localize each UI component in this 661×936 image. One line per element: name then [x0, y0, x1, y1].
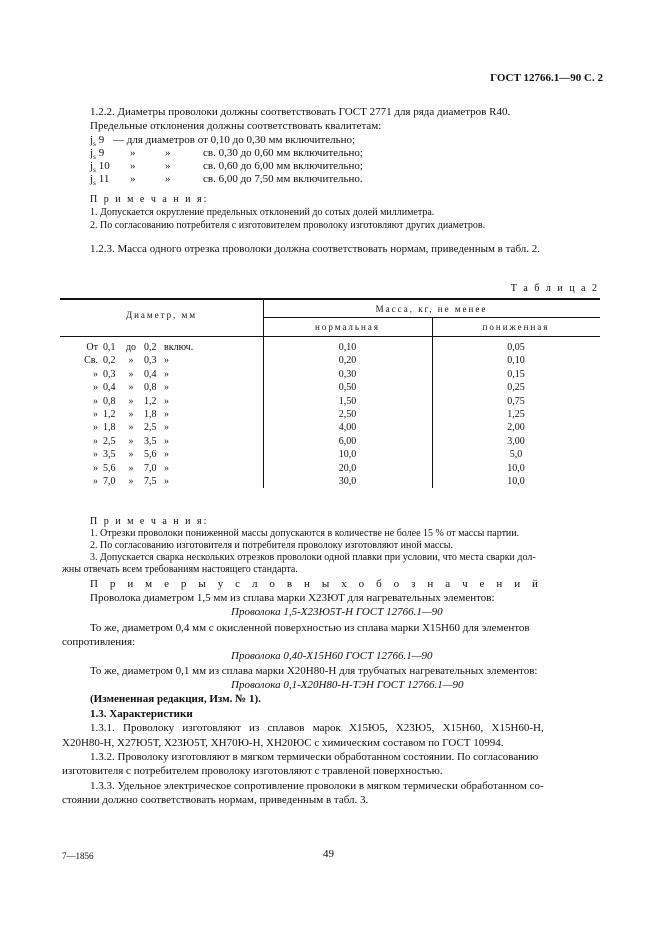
- example-2-line1: То же, диаметром 0,4 мм с окисленной поверхностью из сплава марки Х15Н60 для элементов: [90, 622, 530, 634]
- revision-note: (Измененная редакция, Изм. № 1).: [90, 693, 261, 705]
- diameter-to: 1,2: [144, 395, 157, 407]
- tolerance-grade-sub: s: [93, 140, 96, 149]
- tolerance-grade-letter: j: [90, 134, 94, 146]
- table-row: [60, 421, 600, 434]
- table-row: [60, 368, 600, 381]
- diameter-suffix: »: [164, 462, 169, 474]
- diameter-from: 0,1: [103, 342, 116, 353]
- diameter-from: 0,3: [103, 368, 116, 380]
- diameter-sep: »: [128, 368, 134, 380]
- diameter-prefix: От: [86, 342, 98, 353]
- mass-reduced: 1,25: [507, 409, 525, 420]
- tolerance-grade-number: 9: [98, 134, 105, 146]
- table-row: [60, 395, 600, 408]
- tolerance-grade-letter: j: [90, 147, 94, 159]
- diameter-to: 7,0: [144, 462, 157, 474]
- tolerance-ditto-1: »: [130, 147, 136, 159]
- table-row: [60, 475, 600, 488]
- diameter-sep: »: [128, 435, 134, 447]
- diameter-suffix: »: [164, 422, 169, 434]
- diameter-to: 0,8: [144, 382, 157, 394]
- mass-reduced: 0,75: [507, 395, 525, 407]
- diameter-to: 1,8: [144, 409, 157, 420]
- mass-normal: 0,10: [338, 342, 357, 353]
- section-1-3-heading: 1.3. Характеристики: [90, 708, 193, 720]
- diameter-suffix: »: [164, 449, 169, 461]
- page-header: ГОСТ 12766.1—90 С. 2: [490, 72, 603, 84]
- diameter-sep: »: [128, 382, 134, 394]
- tolerance-grade: [90, 173, 109, 190]
- tolerance-grade-letter: j: [90, 173, 94, 185]
- diameter-from: 1,2: [103, 409, 116, 420]
- mass-normal: 20,0: [338, 462, 357, 474]
- diameter-from: 5,6: [103, 462, 116, 474]
- col-header-mass: Масса, кг, не менее: [375, 304, 488, 314]
- mass-normal: 4,00: [338, 422, 357, 434]
- diameter-prefix: »: [93, 395, 98, 407]
- diameter-prefix: »: [93, 368, 98, 380]
- example-1-code: Проволока 1,5-Х23Ю5Т-Н ГОСТ 12766.1—90: [231, 606, 443, 618]
- diameter-suffix: »: [164, 368, 169, 380]
- diameter-to: 0,2: [144, 342, 157, 353]
- col-header-reduced: пониженная: [482, 322, 550, 332]
- example-1-text: Проволока диаметром 1,5 мм из сплава марки Х23ЮТ для нагревательных элементов:: [90, 592, 495, 604]
- table-row: [60, 354, 600, 367]
- tolerance-grade-sub: s: [93, 153, 96, 162]
- examples-heading: П р и м е р ы у с л о в н ы х о б о з н а ч е н и й: [90, 578, 543, 590]
- tolerance-text: св. 6,00 до 7,50 мм включительно.: [203, 173, 363, 185]
- tolerance-text: св. 0,30 до 0,60 мм включительно;: [203, 147, 363, 159]
- mass-normal: 0,30: [338, 368, 357, 380]
- note-1-1: 1. Допускается округление предельных отклонений до сотых долей миллиметра.: [90, 207, 435, 218]
- diameter-from: 0,4: [103, 382, 116, 394]
- col-header-normal: нормальная: [315, 322, 380, 332]
- tolerance-grade-number: 9: [98, 147, 105, 159]
- para-1-3-3-line1: 1.3.3. Удельное электрическое сопротивление проволоки в мягком термически обработанном со-: [90, 780, 544, 792]
- mass-reduced: 3,00: [507, 435, 525, 447]
- diameter-prefix: »: [93, 462, 98, 474]
- tolerance-ditto-2: »: [165, 147, 171, 159]
- notes-heading-2: П р и м е ч а н и я:: [90, 516, 209, 527]
- tolerance-grade-letter: j: [90, 160, 94, 172]
- mass-reduced: 10,0: [507, 476, 525, 487]
- diameter-from: 1,8: [103, 422, 116, 434]
- diameter-prefix: »: [93, 409, 98, 420]
- diameter-sep: »: [128, 462, 134, 474]
- diameter-from: 2,5: [103, 435, 116, 447]
- tolerance-ditto-1: »: [130, 173, 136, 185]
- para-1-3-2-line1: 1.3.2. Проволоку изготовляют в мягком термически обработанном состоянии. По согласованию: [90, 751, 539, 763]
- diameter-suffix: »: [164, 435, 169, 447]
- col-header-diameter: Диаметр, мм: [125, 310, 198, 320]
- page-number: 49: [323, 848, 334, 860]
- table-caption: Т а б л и ц а 2: [510, 283, 599, 294]
- para-1-3-2-line2: изготовителя с потребителем проволоку изготовляют с травленой поверхностью.: [62, 765, 443, 777]
- table-row: [60, 462, 600, 475]
- para-1-2-2-line1: 1.2.2. Диаметры проволоки должны соответствовать ГОСТ 2771 для ряда диаметров R40.: [90, 106, 511, 118]
- diameter-prefix: »: [93, 449, 98, 461]
- diameter-suffix: включ.: [164, 342, 194, 353]
- table-head-rule: [60, 336, 600, 337]
- tolerance-ditto-2: »: [165, 160, 171, 172]
- mass-normal: 6,00: [338, 435, 357, 447]
- note-2-1: 1. Отрезки проволоки пониженной массы допускаются в количестве не более 15 % от массы партии.: [90, 528, 520, 539]
- diameter-sep: »: [128, 395, 134, 407]
- table-row: [60, 448, 600, 461]
- mass-normal: 1,50: [338, 395, 357, 407]
- diameter-prefix: »: [93, 382, 98, 394]
- example-3-code: Проволока 0,1-Х20Н80-Н-ТЭН ГОСТ 12766.1—90: [231, 679, 464, 691]
- tolerance-grade-number: 11: [98, 173, 110, 185]
- diameter-to: 0,3: [144, 355, 157, 367]
- mass-normal: 30,0: [338, 476, 357, 487]
- para-1-3-1-line1: 1.3.1. Проволоку изготовляют из сплавов марок Х15Ю5, Х23Ю5, Х15Н60, Х15Н60-Н,: [90, 722, 544, 734]
- table-row: [60, 408, 600, 421]
- diameter-prefix: Св.: [84, 355, 98, 367]
- diameter-to: 5,6: [144, 449, 157, 461]
- diameter-sep: »: [128, 409, 134, 420]
- diameter-to: 2,5: [144, 422, 157, 434]
- example-2-line2: сопротивления:: [62, 636, 136, 648]
- mass-reduced: 5,0: [509, 449, 523, 461]
- table-row: [60, 341, 600, 354]
- tolerance-text: св. 0,60 до 6,00 мм включительно;: [203, 160, 363, 172]
- mass-normal: 0,20: [338, 355, 357, 367]
- diameter-to: 3,5: [144, 435, 157, 447]
- tolerance-grade-number: 10: [98, 160, 110, 172]
- diameter-from: 0,8: [103, 395, 116, 407]
- para-1-2-3: 1.2.3. Масса одного отрезка проволоки должна соответствовать нормам, приведенным в табл. 2.: [90, 243, 541, 255]
- mass-reduced: 0,10: [507, 355, 525, 367]
- mass-normal: 2,50: [338, 409, 357, 420]
- diameter-suffix: »: [164, 355, 169, 367]
- diameter-suffix: »: [164, 382, 169, 394]
- mass-normal: 10,0: [338, 449, 357, 461]
- footer-code: 7—1856: [62, 851, 94, 861]
- diameter-suffix: »: [164, 476, 169, 487]
- tolerance-grade-sub: s: [93, 166, 96, 175]
- diameter-suffix: »: [164, 409, 169, 420]
- diameter-from: 0,2: [103, 355, 116, 367]
- para-1-2-2-line2: Предельные отклонения должны соответствовать квалитетам:: [90, 120, 382, 132]
- table-top-rule: [60, 298, 600, 300]
- mass-reduced: 0,25: [507, 382, 525, 394]
- note-1-2: 2. По согласованию потребителя с изготовителем проволоку изготовляют других диаметров.: [90, 220, 486, 231]
- table-row: [60, 381, 600, 394]
- diameter-to: 0,4: [144, 368, 157, 380]
- tolerance-ditto-2: »: [165, 173, 171, 185]
- diameter-sep: до: [125, 342, 137, 353]
- mass-reduced: 2,00: [507, 422, 525, 434]
- para-1-3-1-line2: Х20Н80-Н, Х27Ю5Т, Х23Ю5Т, ХН70Ю-Н, ХН20ЮС с химическим составом по ГОСТ 10994.: [62, 737, 504, 749]
- diameter-sep: »: [128, 422, 134, 434]
- diameter-from: 7,0: [103, 476, 116, 487]
- diameter-sep: »: [128, 449, 134, 461]
- diameter-to: 7,5: [144, 476, 157, 487]
- tolerance-grade-sub: s: [93, 179, 96, 188]
- table-row: [60, 435, 600, 448]
- mass-reduced: 10,0: [507, 462, 525, 474]
- diameter-prefix: »: [93, 476, 98, 487]
- diameter-prefix: »: [93, 435, 98, 447]
- tolerance-ditto-1: »: [130, 160, 136, 172]
- tolerance-text: — для диаметров от 0,10 до 0,30 мм включительно;: [113, 134, 356, 146]
- diameter-sep: »: [128, 355, 134, 367]
- mass-reduced: 0,05: [507, 342, 525, 353]
- note-2-3-line1: 3. Допускается сварка нескольких отрезков проволоки одной плавки при условии, что места сварки дол-: [90, 552, 536, 563]
- notes-heading-1: П р и м е ч а н и я:: [90, 194, 209, 205]
- example-2-code: Проволока 0,40-Х15Н60 ГОСТ 12766.1—90: [231, 650, 433, 662]
- diameter-from: 3,5: [103, 449, 116, 461]
- example-3-text: То же, диаметром 0,1 мм из сплава марки Х20Н80-Н для трубчатых нагревательных элементов:: [90, 665, 538, 677]
- diameter-prefix: »: [93, 422, 98, 434]
- mass-normal: 0,50: [338, 382, 357, 394]
- para-1-3-3-line2: стоянии должно соответствовать нормам, приведенным в табл. 3.: [62, 794, 369, 806]
- diameter-sep: »: [128, 476, 134, 487]
- mass-reduced: 0,15: [507, 368, 525, 380]
- diameter-suffix: »: [164, 395, 169, 407]
- note-2-3-line2: жны отвечать всем требованиям настоящего стандарта.: [62, 564, 298, 575]
- note-2-2: 2. По согласованию изготовителя и потребителя проволоку изготовляют иной массы.: [90, 540, 453, 551]
